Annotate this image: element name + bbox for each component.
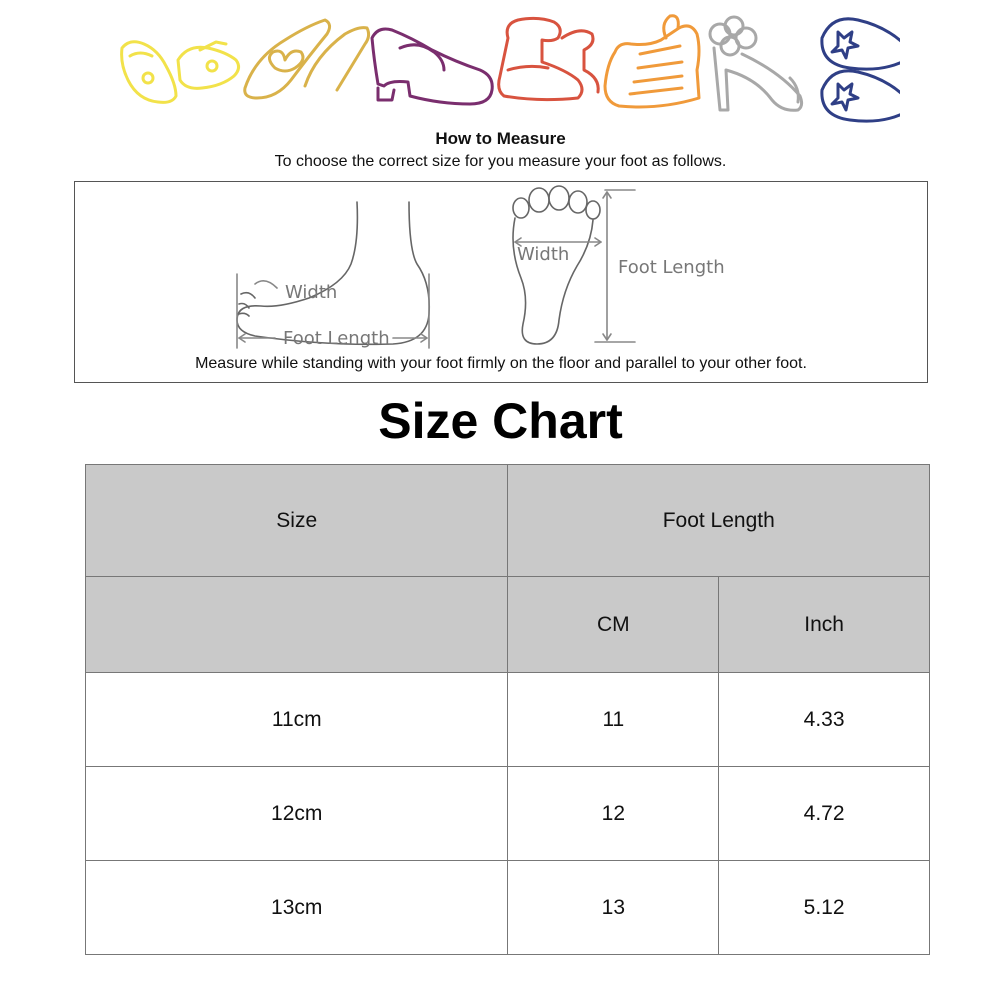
size-header: Size [86,465,508,577]
table-subheader-row [86,577,930,673]
slippers-icon [822,19,900,121]
lace-up-boot-icon [605,16,699,107]
foot-length-header: Foot Length [508,465,930,577]
size-cell: 11cm [86,673,508,767]
side-foot-icon [237,202,429,344]
top-width-label: Width [517,244,570,265]
size-cell: 12cm [86,767,508,861]
table-row [86,767,930,861]
snow-boot-icon [499,18,599,99]
inch-cell: 4.33 [719,673,930,767]
size-cell: 13cm [86,861,508,955]
how-to-measure-title: How to Measure [435,129,566,148]
measure-note: Measure while standing with your foot firmly on the floor and parallel to your other foot. [195,355,807,372]
baby-shoes-icon [122,42,239,103]
size-subheader-empty [86,577,508,673]
bow-flat-shoes-icon [245,20,369,98]
measure-diagram-box [74,181,928,383]
inch-cell: 4.72 [719,767,930,861]
side-foot-length-label: Foot Length [283,328,390,349]
foot-diagram [75,182,927,382]
table-row [86,861,930,955]
top-foot-icon [513,186,600,344]
side-width-label: Width [285,282,338,303]
cm-cell: 12 [508,767,719,861]
inch-cell: 5.12 [719,861,930,955]
size-chart-title: Size Chart [378,393,623,449]
cm-cell: 11 [508,673,719,767]
table-row [86,673,930,767]
table-header-row [86,465,930,577]
top-foot-length-label: Foot Length [618,257,725,278]
cm-cell: 13 [508,861,719,955]
loafer-icon [372,29,492,104]
shoe-banner [110,8,900,123]
inch-header: Inch [719,577,930,673]
flower-heel-icon [710,17,802,110]
how-to-measure-subtitle: To choose the correct size for you measure your foot as follows. [274,153,727,170]
cm-header: CM [508,577,719,673]
size-chart-table [85,464,930,955]
